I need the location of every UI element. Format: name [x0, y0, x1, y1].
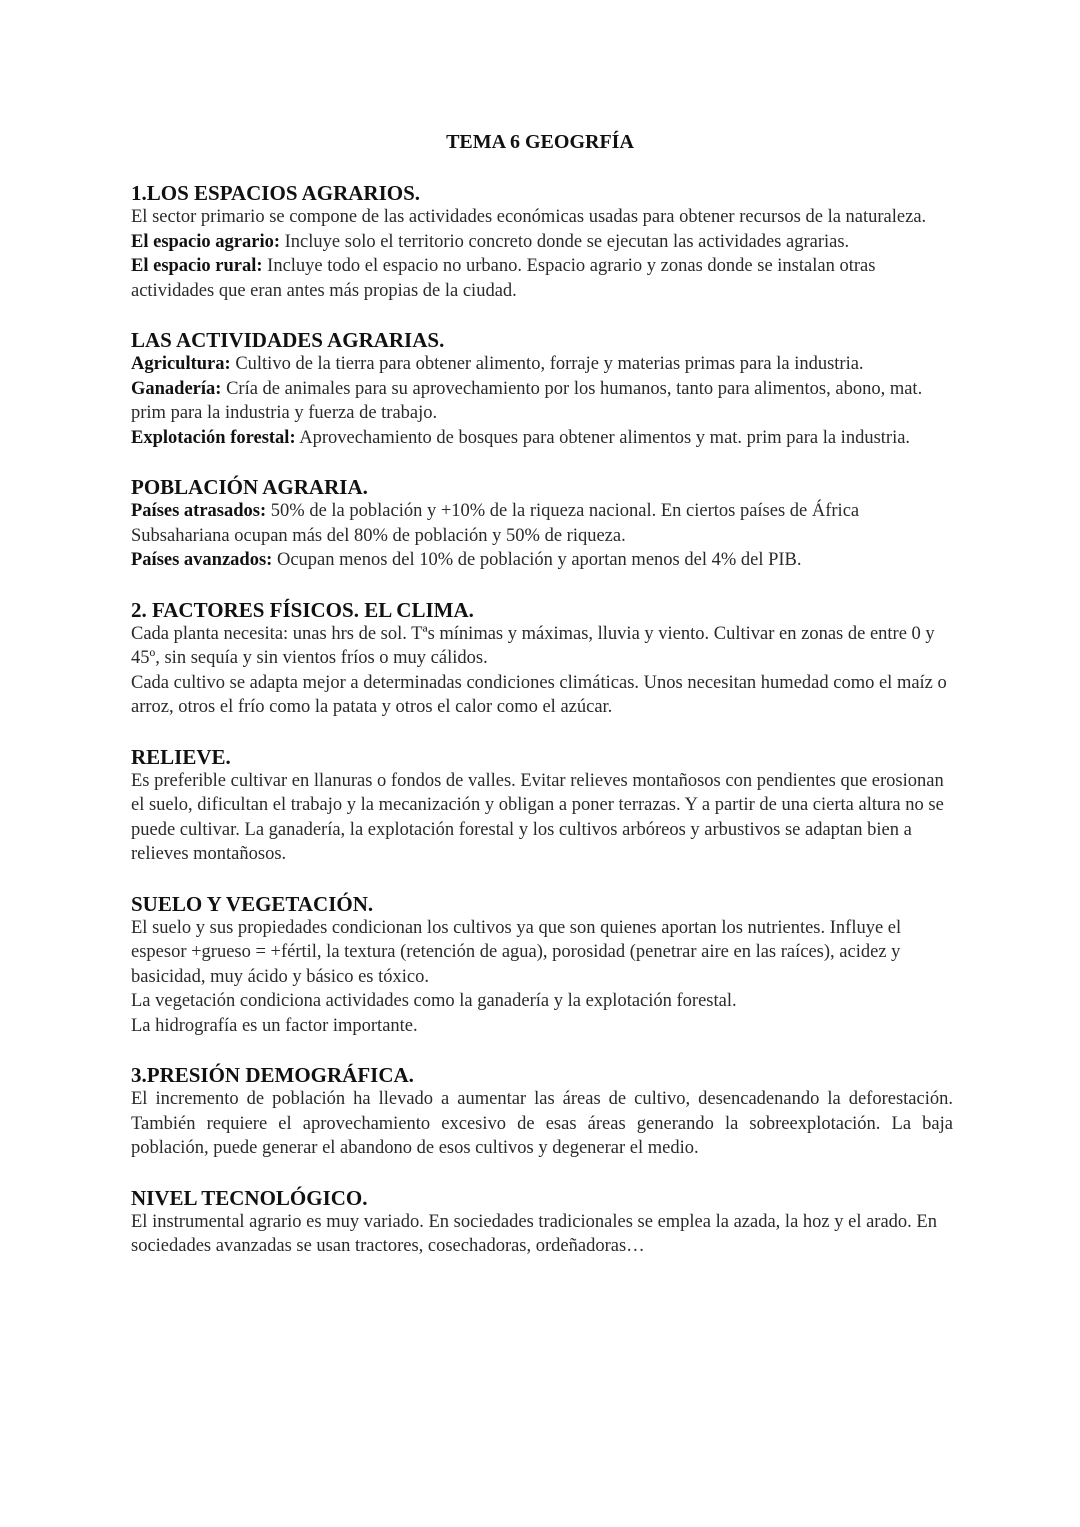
paragraph — [131, 426, 953, 451]
paragraph — [131, 1087, 953, 1161]
paragraph — [131, 254, 953, 303]
paragraph — [131, 1210, 953, 1259]
paragraph — [131, 205, 953, 230]
section — [131, 598, 953, 720]
paragraph — [131, 548, 953, 573]
paragraph-text: La vegetación condiciona actividades como la ganadería y la explotación forestal. — [131, 991, 737, 1011]
term-label: El espacio rural: — [131, 256, 263, 276]
section-heading: RELIEVE. — [131, 744, 231, 769]
section-heading: 1.LOS ESPACIOS AGRARIOS. — [131, 181, 421, 205]
paragraph — [131, 499, 953, 548]
section-heading: LAS ACTIVIDADES AGRARIAS. — [131, 328, 445, 352]
paragraph — [131, 671, 953, 720]
paragraph — [131, 230, 953, 255]
term-label: El espacio agrario: — [131, 231, 281, 252]
paragraph — [131, 622, 953, 671]
section — [131, 745, 953, 867]
term-label: Agricultura: — [131, 354, 231, 374]
term-label: Ganadería: — [131, 378, 222, 399]
section — [131, 892, 953, 1039]
paragraph-text: 50% de la población y +10% de la riqueza nacional. En ciertos países de África Subsahariana ocupan más del 80% de población y 50% de riqueza. — [131, 501, 860, 546]
term-label: Países atrasados: — [131, 501, 267, 521]
section — [131, 1186, 953, 1259]
section — [131, 1063, 953, 1161]
document-title: TEMA 6 GEOGRFÍA — [446, 131, 634, 153]
section-heading: NIVEL TECNOLÓGICO. — [131, 1185, 368, 1210]
paragraph-text: Cada cultivo se adapta mejor a determinadas condiciones climáticas. Unos necesitan humedad como el maíz o arroz, otros el frío como la patata y otros el calor como el azúcar. — [131, 672, 947, 717]
section — [131, 181, 953, 303]
paragraph — [131, 769, 953, 867]
section-heading: 3.PRESIÓN DEMOGRÁFICA. — [131, 1063, 414, 1087]
term-label: Países avanzados: — [131, 550, 273, 570]
paragraph-text: El incremento de población ha llevado a aumentar las áreas de cultivo, desencadenando la deforestación. También requiere el aprovechamiento excesivo de esas áreas generando la sobreexplotación. La baja población, puede generar el abandono de esos cultivos y degenerar el medio. — [131, 1089, 953, 1158]
paragraph-text: Cría de animales para su aprovechamiento por los humanos, tanto para alimentos, abono, mat. prim para la industria y fuerza de trabajo. — [131, 378, 923, 423]
paragraph — [131, 989, 953, 1014]
paragraph — [131, 1014, 953, 1039]
section-heading: SUELO Y VEGETACIÓN. — [131, 891, 374, 916]
paragraph — [131, 377, 953, 426]
section-heading: 2. FACTORES FÍSICOS. EL CLIMA. — [131, 597, 474, 622]
paragraph-text: El sector primario se compone de las actividades económicas usadas para obtener recursos de la naturaleza. — [131, 207, 927, 227]
paragraph-text: Cultivo de la tierra para obtener alimento, forraje y materias primas para la industria. — [230, 354, 864, 374]
paragraph-text: Ocupan menos del 10% de población y aportan menos del 4% del PIB. — [272, 550, 802, 570]
paragraph — [131, 916, 953, 990]
document-body — [131, 181, 953, 1284]
paragraph-text: Aprovechamiento de bosques para obtener alimentos y mat. prim para la industria. — [295, 427, 911, 448]
paragraph-text: Incluye todo el espacio no urbano. Espacio agrario y zonas donde se instalan otras actividades que eran antes más propias de la ciudad. — [131, 256, 876, 301]
paragraph-text: La hidrografía es un factor importante. — [131, 1015, 418, 1036]
term-label: Explotación forestal: — [131, 427, 296, 448]
section-heading: POBLACIÓN AGRARIA. — [131, 475, 368, 499]
section — [131, 328, 953, 450]
paragraph-text: Incluye solo el territorio concreto donde se ejecutan las actividades agrarias. — [280, 231, 850, 252]
paragraph-text: Es preferible cultivar en llanuras o fondos de valles. Evitar relieves montañosos con pendientes que erosionan el suelo, dificultan el trabajo y la mecanización y obligan a poner terrazas. Y a partir de una cierta altura no se puede cultivar. La ganadería, la explotación forestal y los cultivos arbóreos y arbustivos se adaptan bien a relieves montañosos. — [131, 770, 944, 864]
paragraph — [131, 352, 953, 377]
paragraph-text: El instrumental agrario es muy variado. En sociedades tradicionales se emplea la azada, la hoz y el arado. En sociedades avanzadas se usan tractores, cosechadoras, ordeñadoras… — [131, 1211, 937, 1256]
paragraph-text: El suelo y sus propiedades condicionan los cultivos ya que son quienes aportan los nutrientes. Influye el espesor +grueso = +fértil, la textura (retención de agua), porosidad (penetrar aire en las raíces), acidez y basicidad, muy ácido y básico es tóxico. — [131, 917, 902, 987]
paragraph-text: Cada planta necesita: unas hrs de sol. Tªs mínimas y máximas, lluvia y viento. Cultivar en zonas de entre 0 y 45º, sin sequía y sin vientos fríos o muy cálidos. — [131, 623, 935, 668]
section — [131, 475, 953, 573]
